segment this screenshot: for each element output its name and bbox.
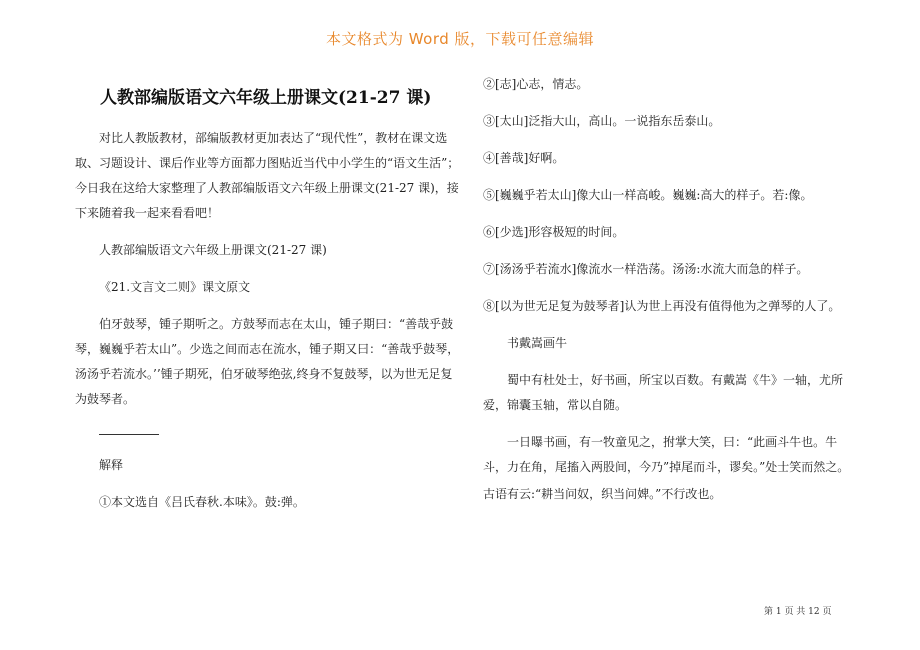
word-format-banner: 本文格式为 Word 版，下载可任意编辑 (325, 30, 595, 48)
lesson-title: 《21.文言文二则》课文原文 (99, 280, 251, 294)
page-number: 第 1 页 共 12 页 (764, 607, 832, 617)
note-item: ⑥[少选]形容极短的时间。 (483, 225, 625, 239)
divider-line (99, 434, 159, 435)
page-title: 人教部编版语文六年级上册课文(21-27 课) (100, 88, 432, 108)
section-heading: 人教部编版语文六年级上册课文(21-27 课) (99, 243, 327, 257)
story-title: 书戴嵩画牛 (507, 336, 568, 350)
note-item: ⑧[以为世无足复为鼓琴者]认为世上再没有值得他为之弹琴的人了。 (483, 299, 841, 313)
note-item: ②[志]心志，情志。 (483, 77, 589, 91)
left-column (75, 126, 460, 515)
note-item: ⑦[汤汤乎若流水]像流水一样浩荡。汤汤:水流大而急的样子。 (483, 262, 809, 276)
notes-label: 解释 (99, 458, 124, 472)
note-item: ④[善哉]好啊。 (483, 151, 565, 165)
story-paragraph: 古语有云:“耕当问奴，织当问婢。”不行改也。 (483, 487, 722, 501)
note-item: ③[太山]泛指大山，高山。一说指东岳泰山。 (483, 114, 721, 128)
right-column (483, 70, 858, 507)
intro-paragraph: 对比人教版教材，部编版教材更加表达了“现代性”，教材在课文选取、习题设计、课后作业等方面都力图贴近当代中小学生的“语文生活”；今日我在这给大家整理了人教部编版语文六年级上册课文(21-27 课)，接下来随着我一起来看看吧！ (75, 131, 460, 220)
note-item: ⑤[巍巍乎若太山]像大山一样高峻。巍巍:高大的样子。若:像。 (483, 188, 813, 202)
note-item: ①本文选自《吕氏春秋.本味》。鼓:弹。 (99, 495, 305, 509)
classical-text: 伯牙鼓琴，锺子期听之。方鼓琴而志在太山，锺子期曰：“善哉乎鼓琴，巍巍乎若太山”。少选之间而志在流水，锺子期又曰：“善哉乎鼓琴，汤汤乎若流水。’’锺子期死，伯牙破琴绝弦,终身不复鼓琴，以为世无足复为鼓琴者。 (75, 317, 460, 406)
story-paragraph: 蜀中有杜处士，好书画，所宝以百数。有戴嵩《牛》一轴，尤所爱，锦囊玉轴，常以自随。 (483, 373, 844, 412)
story-paragraph: 一日曝书画，有一牧童见之，拊掌大笑，曰：“此画斗牛也。牛斗，力在角，尾搐入两股间，今乃”掉尾而斗，谬矣。”处士笑而然之。 (483, 435, 850, 474)
